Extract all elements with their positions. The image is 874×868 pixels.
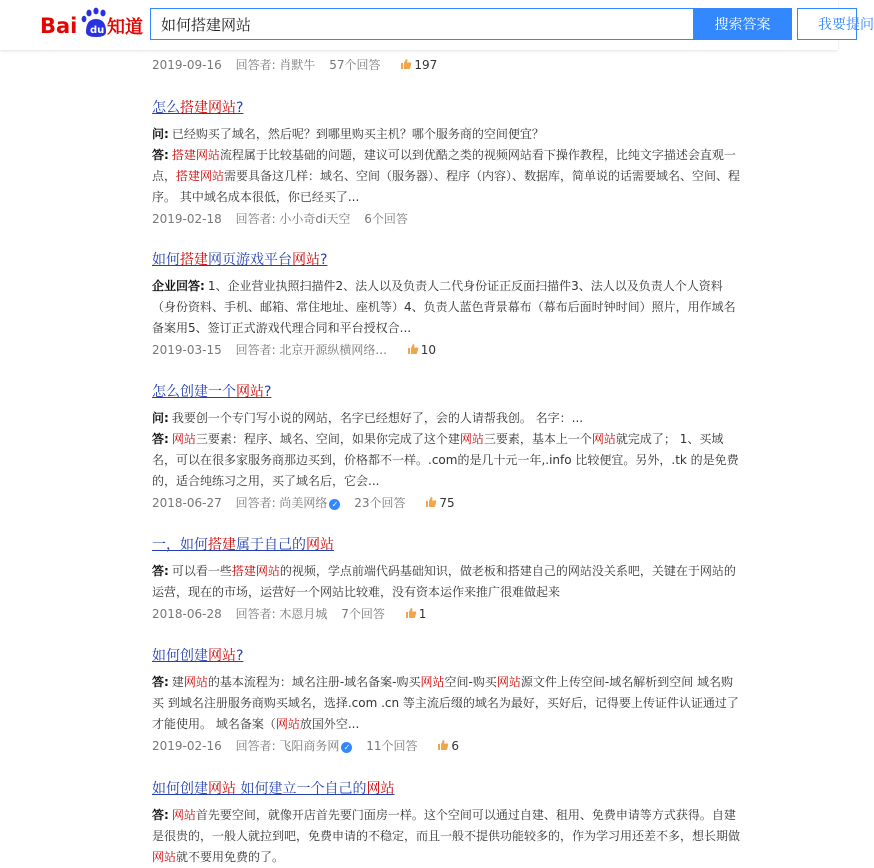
like-count[interactable]: 6	[437, 739, 459, 753]
result-title[interactable]	[152, 98, 243, 118]
result-answer: 答: 网站首先要空间，就像开店首先要门面房一样。这个空间可以通过自建、租用、免费申请等方式获得。自建是很贵的，一般人就拉到吧，免费申请的不稳定，而且一般不提供功能较多的，作为学习用还差不多，想长期做网站就不要用免费的了。	[152, 808, 741, 864]
result-answer: 答: 网站三要素：程序、域名、空间，如果你完成了这个建网站三要素，基本上一个网站就完成了； 1、买域名，可以在很多家服务商那边买到，价格都不一样。.com的是几十元一年,.info 比较便宜。另外，.tk 的是免费的，适合纯练习之用，买了域名后，它会...	[152, 432, 739, 488]
search-answers-button[interactable]: 搜索答案	[693, 8, 792, 40]
result-answerer[interactable]: 回答者: 肖默牛	[235, 58, 316, 72]
verified-icon: ✓	[329, 499, 340, 510]
search-box	[150, 8, 693, 40]
text-segment: 属于自己的	[236, 537, 306, 553]
text-segment: 如何	[152, 252, 180, 268]
result-date: 2019-02-18	[152, 212, 222, 226]
result-answer: 企业回答: 1、企业营业执照扫描件2、法人以及负责人二代身份证正反面扫描件3、法人以及负责人个人资料（身份资料、手机、邮箱、常住地址、座机等）4、负责人蓝色背景幕布（幕布后面时钟时间）照片，用作域名备案用5、签订正式游戏代理合同和平台授权合...	[152, 279, 736, 335]
result-meta	[152, 493, 742, 513]
thumb-up-icon	[407, 343, 419, 355]
result-title[interactable]	[152, 250, 327, 270]
result-answer: 答: 可以看一些搭建网站的视频，学点前端代码基础知识，做老板和搭建自己的网站没关系吧，关键在于网站的运营，现在的市场，运营好一个网站比较难，没有资本运作来推广很难做起来	[152, 564, 736, 599]
text-segment: 如何创建	[152, 781, 208, 797]
thumb-up-icon	[405, 607, 417, 619]
text-segment: 如何创建	[152, 648, 208, 664]
result-question: 问: 已经购买了域名，然后呢？到哪里购买主机？哪个服务商的空间便宜？	[152, 127, 544, 141]
highlight-keyword: 网站	[292, 252, 320, 268]
result-answerer[interactable]: 回答者: 北京开源纵横网络...	[235, 343, 387, 357]
highlight-keyword: 网站	[366, 781, 395, 797]
highlight-keyword: 网站	[420, 675, 445, 689]
result-date: 2018-06-27	[152, 496, 222, 510]
highlight-keyword: 网站	[171, 432, 196, 446]
result-title[interactable]	[152, 382, 271, 402]
text-segment: 流程属于比较基础的问题，建议可以到优酷之类的视频网站看下操作教程，比纯文字描述会直观一点，	[152, 148, 736, 183]
text-segment: 三要素，基本上一个	[483, 432, 592, 446]
highlight-keyword: 网站	[208, 781, 236, 797]
text-segment: 就不要用免费的了。	[176, 850, 285, 864]
result-answer-count[interactable]: 11个回答	[366, 739, 418, 753]
text-segment: 空间-购买	[444, 675, 497, 689]
result-item	[152, 534, 742, 624]
highlight-keyword: 搭建网站	[180, 100, 236, 116]
text-segment: 首先要空间，就像开店首先要门面房一样。这个空间可以通过自建、租用、免费申请等方式获得。自建是很贵的，一般人就拉到吧，免费申请的不稳定，而且一般不提供功能较多的，作为学习用还差不多，想长期做	[152, 808, 741, 843]
logo-zhidao: 知道	[107, 17, 143, 38]
result-answerer[interactable]: 回答者: 尚美网络 ✓	[236, 496, 341, 510]
highlight-keyword: 搭建网站	[171, 148, 220, 162]
result-item	[152, 381, 742, 513]
highlight-keyword: 搭建网站	[176, 169, 225, 183]
text-segment: 就完成了； 1、买域名，可以在很多家服务商那边买到，价格都不一样。.com的是几十元一年,.info 比较便宜。另外，.tk 的是免费的，适合纯练习之用，买了域名后，它会...	[152, 432, 739, 488]
result-meta	[152, 55, 742, 75]
result-date: 2018-06-28	[152, 607, 222, 621]
result-answerer[interactable]: 回答者: 飞阳商务网 ✓	[236, 739, 353, 753]
result-item	[152, 97, 742, 229]
highlight-keyword: 网站	[459, 432, 484, 446]
logo-du: du	[90, 25, 105, 36]
highlight-keyword: 网站	[208, 648, 236, 664]
text-segment: 需要具备这几样：域名、空间（服务器）、程序（内容）、数据库，简单说的话需要域名、空间、程序。 其中域名成本很低，你已经买了...	[152, 169, 741, 204]
result-item	[152, 249, 742, 360]
result-answer-count[interactable]: 23个回答	[354, 496, 406, 510]
top-search-bar	[0, 0, 874, 50]
result-answer-count[interactable]: 6个回答	[364, 212, 408, 226]
text-segment: 如何建立一个自己的	[236, 781, 367, 797]
highlight-keyword: 网站	[236, 384, 264, 400]
text-segment: 的基本流程为：域名注册-域名备案-购买	[207, 675, 421, 689]
highlight-keyword: 网站	[152, 850, 177, 864]
text-segment: 三要素：程序、域名、空间，如果你完成了这个建	[195, 432, 460, 446]
ask-question-button[interactable]: 我要提问	[797, 8, 857, 40]
text-segment: 源文件上传空间-域名解析到空间 域名购买 到域名注册服务商购买域名，选择.com .cn 等主流后缀的域名为最好，买好后，记得要上传证件认证通过了才能使用。 域名备案（	[152, 675, 739, 731]
result-title[interactable]	[152, 646, 243, 666]
thumb-up-icon	[425, 496, 437, 508]
result-title[interactable]	[152, 779, 394, 799]
result-answerer[interactable]: 回答者: 小小奇di天空	[235, 212, 351, 226]
highlight-keyword: 搭建网站	[231, 564, 280, 578]
highlight-keyword: 网站	[183, 675, 208, 689]
text-segment: 建	[171, 675, 184, 689]
like-count[interactable]: 75	[425, 496, 454, 510]
text-segment: 怎么创建一个	[152, 384, 236, 400]
text-segment: ?	[264, 384, 272, 400]
text-segment: 已经购买了域名，然后呢？到哪里购买主机？哪个服务商的空间便宜？	[171, 127, 544, 141]
text-segment: ?	[236, 648, 244, 664]
result-answer-count[interactable]: 57个回答	[329, 58, 381, 72]
result-answerer[interactable]: 回答者: 木恩月城	[235, 607, 328, 621]
text-segment: ?	[236, 100, 244, 116]
text-segment: 可以看一些	[171, 564, 232, 578]
logo-bai: Bai	[40, 14, 78, 38]
like-count[interactable]: 10	[407, 343, 436, 357]
result-date: 2019-03-15	[152, 343, 222, 357]
text-segment: 放国外空...	[299, 717, 360, 731]
highlight-keyword: 网站	[591, 432, 616, 446]
text-segment: 怎么	[152, 100, 180, 116]
result-date: 2019-09-16	[152, 58, 222, 72]
result-answer: 答: 搭建网站流程属于比较基础的问题，建议可以到优酷之类的视频网站看下操作教程，比纯文字描述会直观一点，搭建网站需要具备这几样：域名、空间（服务器）、程序（内容）、数据库，简单说的话需要域名、空间、程序。 其中域名成本很低，你已经买了...	[152, 148, 741, 204]
highlight-keyword: 网站	[275, 717, 300, 731]
result-title[interactable]	[152, 535, 334, 555]
highlight-keyword: 网站	[306, 537, 334, 553]
like-count[interactable]: 197	[400, 58, 437, 72]
baidu-zhidao-logo[interactable]	[40, 6, 146, 42]
result-item	[152, 54, 742, 75]
result-question: 问: 我要创一个专门写小说的网站，名字已经想好了，会的人请帮我创。 名字：...	[152, 411, 584, 425]
thumb-up-icon	[400, 58, 412, 70]
highlight-keyword: 搭建	[208, 537, 236, 553]
result-answer: 答: 建网站的基本流程为：域名注册-域名备案-购买网站空间-购买网站源文件上传空间-域名解析到空间 域名购买 到域名注册服务商购买域名，选择.com .cn 等主流后缀的域名为最好，买好后，记得要上传证件认证通过了才能使用。 域名备案（网站放国外空...	[152, 675, 739, 731]
thumb-up-icon	[437, 739, 449, 751]
result-meta	[152, 604, 742, 624]
like-count[interactable]: 1	[405, 607, 427, 621]
result-meta	[152, 340, 742, 360]
text-segment: 一，如何	[152, 537, 208, 553]
text-segment: 我要创一个专门写小说的网站，名字已经想好了，会的人请帮我创。 名字：...	[171, 411, 584, 425]
text-segment: 网页游戏平台	[208, 252, 292, 268]
result-date: 2019-02-16	[152, 739, 222, 753]
result-meta	[152, 736, 742, 756]
search-input[interactable]	[151, 9, 691, 39]
text-segment: ?	[320, 252, 328, 268]
text-segment: 的视频，学点前端代码基础知识，做老板和搭建自己的网站没关系吧，关键在于网站的运营，现在的市场，运营好一个网站比较难，没有资本运作来推广很难做起来	[152, 564, 736, 599]
highlight-keyword: 网站	[171, 808, 196, 822]
text-segment: 1、企业营业执照扫描件2、法人以及负责人二代身份证正反面扫描件3、法人以及负责人个人资料（身份资料、手机、邮箱、常住地址、座机等）4、负责人蓝色背景幕布（幕布后面时钟时间）照片，用作域名备案用5、签订正式游戏代理合同和平台授权合...	[152, 279, 736, 335]
result-answer-count[interactable]: 7个回答	[341, 607, 385, 621]
highlight-keyword: 搭建	[180, 252, 208, 268]
result-meta	[152, 209, 742, 229]
result-item	[152, 645, 742, 756]
highlight-keyword: 网站	[496, 675, 521, 689]
result-item	[152, 778, 742, 868]
verified-icon: ✓	[341, 742, 352, 753]
